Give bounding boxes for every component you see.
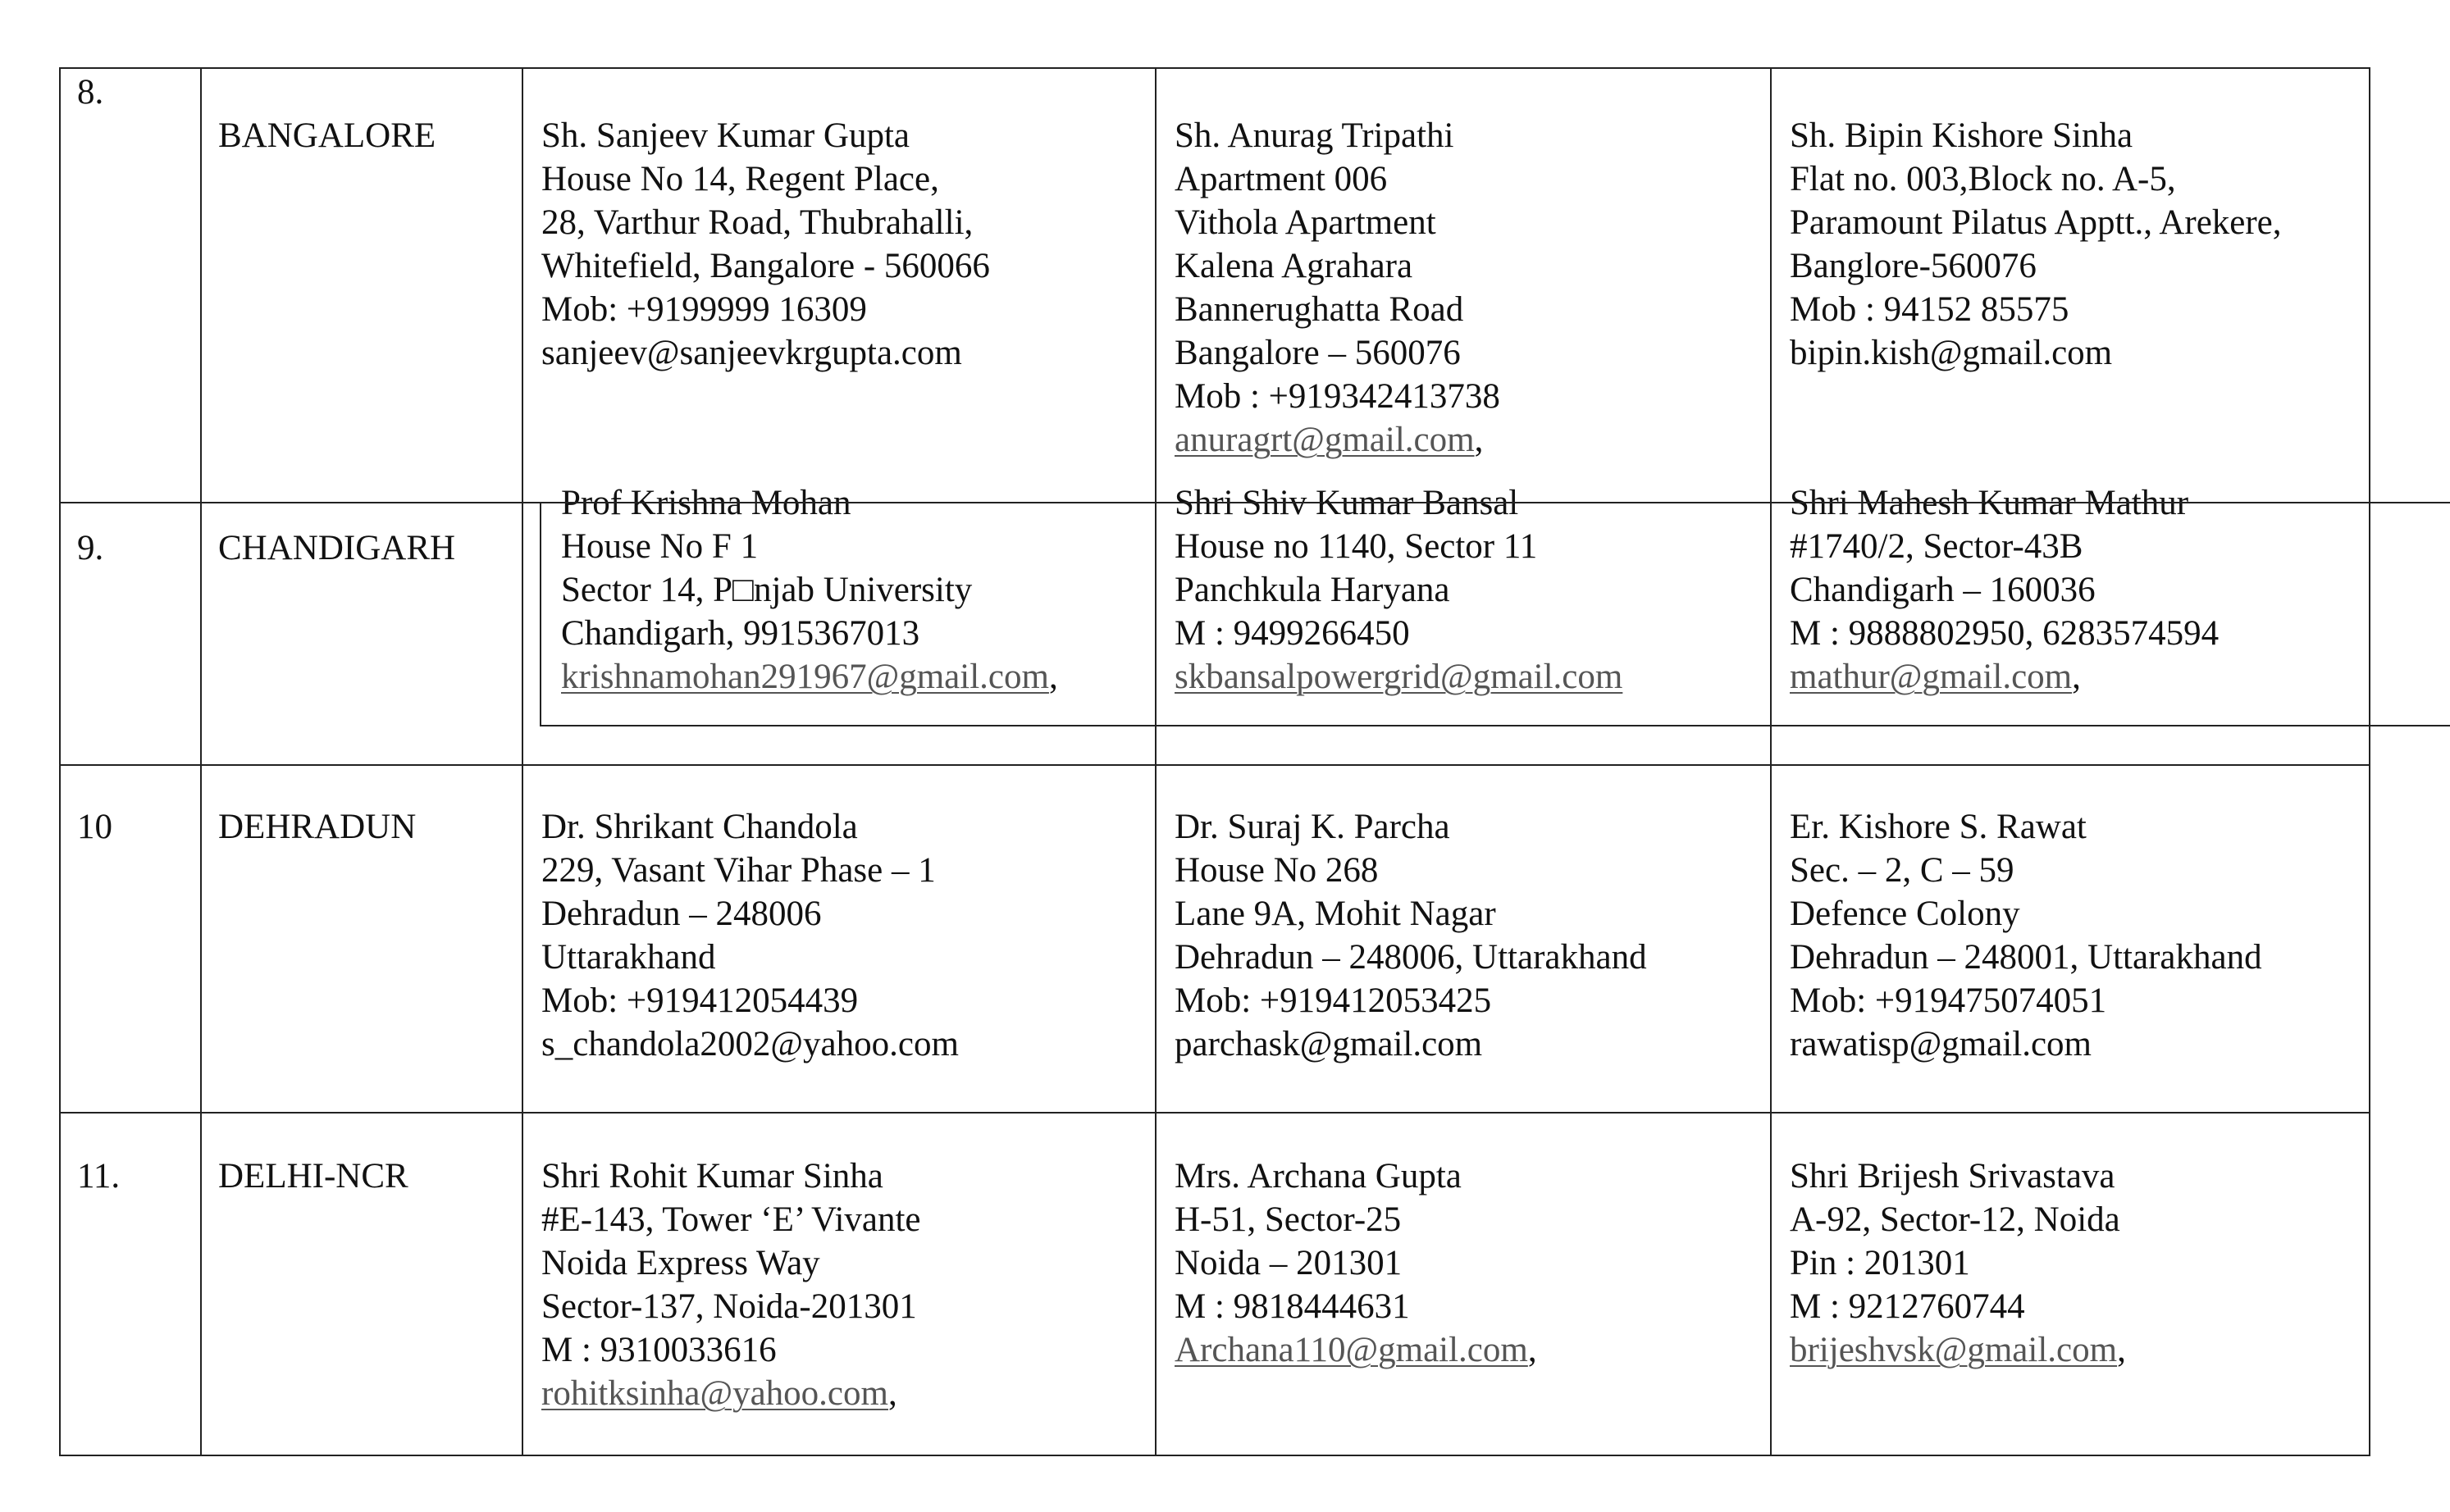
address-line: Mob : +919342413738 (1175, 377, 1500, 416)
address-line: Flat no. 003,Block no. A-5, (1790, 160, 2176, 198)
address-line: Dr. Suraj K. Parcha (1175, 808, 1450, 846)
address-line: A-92, Sector-12, Noida (1790, 1200, 2120, 1239)
address-line: Vithola Apartment (1175, 203, 1436, 242)
contact-cell (1157, 484, 1772, 764)
address-line: Dehradun – 248006, Uttarakhand (1175, 938, 1647, 977)
address-line: Chandigarh, 9915367013 (561, 614, 920, 653)
address-line: parchask@gmail.com (1175, 1025, 1483, 1063)
address-line: Mob: +919412053425 (1175, 981, 1492, 1020)
city-cell (202, 503, 523, 764)
table-row-delhi-ncr (61, 1114, 2369, 1456)
city-name: BANGALORE (218, 116, 436, 155)
address-line: Apartment 006 (1175, 160, 1388, 198)
table-row-chandigarh (61, 484, 2369, 766)
address-line: Defence Colony (1790, 895, 2020, 933)
serial-number: 8. (77, 73, 104, 112)
address-line: Mob: +919412054439 (541, 981, 859, 1020)
contact-cell (1157, 69, 1772, 502)
contact-address (1790, 481, 2219, 699)
contact-cell (1157, 1114, 1772, 1456)
address-line: Shri Brijesh Srivastava (1790, 1157, 2115, 1195)
address-line: Prof Krishna Mohan (561, 484, 851, 522)
email-link[interactable]: skbansalpowergrid@gmail.com (1175, 658, 1623, 696)
table-row-dehradun (61, 766, 2369, 1114)
email-line (1175, 1328, 1537, 1372)
contact-address (1790, 114, 2282, 375)
email-trailing-comma: , (2072, 658, 2081, 696)
city-cell (202, 69, 523, 502)
email-trailing-comma: , (1527, 1331, 1537, 1369)
address-line: Shri Mahesh Kumar Mathur (1790, 484, 2189, 522)
address-line: Chandigarh – 160036 (1790, 571, 2096, 609)
address-line: Lane 9A, Mohit Nagar (1175, 895, 1496, 933)
contact-address (1175, 1154, 1537, 1372)
address-line: Noida – 201301 (1175, 1244, 1403, 1282)
address-line: M : 9818444631 (1175, 1287, 1410, 1326)
address-line: Sh. Anurag Tripathi (1175, 116, 1454, 155)
contact-cell (523, 484, 1157, 764)
email-trailing-comma: , (1474, 421, 1484, 459)
city-name: CHANDIGARH (218, 529, 456, 567)
address-line: Er. Kishore S. Rawat (1790, 808, 2087, 846)
serial-number-cell (61, 1114, 202, 1456)
address-line: M : 9888802950, 6283574594 (1790, 614, 2220, 653)
email-trailing-comma: , (887, 1374, 897, 1413)
address-line: House No 268 (1175, 851, 1379, 890)
contact-address (1790, 1154, 2126, 1372)
contact-address (541, 114, 990, 375)
address-line: House No 14, Regent Place, (541, 160, 939, 198)
email-line (541, 1372, 921, 1415)
address-line: Sector 14, P□njab University (561, 571, 973, 609)
contact-address (541, 1154, 921, 1415)
email-link[interactable]: rohitksinha@yahoo.com (541, 1374, 888, 1413)
address-line: Shri Shiv Kumar Bansal (1175, 484, 1519, 522)
address-line: Dehradun – 248001, Uttarakhand (1790, 938, 2262, 977)
address-line: Paramount Pilatus Apptt., Arekere, (1790, 203, 2282, 242)
address-line: bipin.kish@gmail.com (1790, 334, 2113, 372)
email-trailing-comma: , (1048, 658, 1058, 696)
address-line: Mob : 94152 85575 (1790, 290, 2069, 329)
contact-cell (1157, 766, 1772, 1112)
address-line: #E-143, Tower ‘E’ Vivante (541, 1200, 921, 1239)
email-link[interactable]: Archana110@gmail.com (1175, 1331, 1528, 1369)
address-line: s_chandola2002@yahoo.com (541, 1025, 959, 1063)
address-line: Pin : 201301 (1790, 1244, 1970, 1282)
serial-number-cell (61, 503, 202, 764)
contact-address (1175, 114, 1500, 462)
address-line: Kalena Agrahara (1175, 247, 1413, 285)
contact-cell (1772, 69, 2370, 502)
address-line: House No F 1 (561, 527, 759, 566)
address-line: 28, Varthur Road, Thubrahalli, (541, 203, 974, 242)
address-line: #1740/2, Sector-43B (1790, 527, 2083, 566)
serial-number: 9. (77, 529, 104, 567)
address-line: 229, Vasant Vihar Phase – 1 (541, 851, 936, 890)
address-line: House no 1140, Sector 11 (1175, 527, 1538, 566)
city-name: DEHRADUN (218, 808, 417, 846)
contact-address (541, 805, 959, 1066)
address-line: Banglore-560076 (1790, 247, 2037, 285)
email-link[interactable]: anuragrt@gmail.com (1175, 421, 1475, 459)
address-line: Noida Express Way (541, 1244, 820, 1282)
address-line: Panchkula Haryana (1175, 571, 1450, 609)
contact-cell (1772, 1114, 2370, 1456)
contact-address (1175, 481, 1622, 699)
contact-address (1790, 805, 2262, 1066)
address-line: Shri Rohit Kumar Sinha (541, 1157, 883, 1195)
email-link[interactable]: krishnamohan291967@gmail.com (561, 658, 1049, 696)
email-line (1175, 418, 1500, 462)
contact-address (561, 481, 1058, 699)
address-line: Whitefield, Bangalore - 560066 (541, 247, 990, 285)
email-line (561, 655, 1058, 699)
address-line: Mrs. Archana Gupta (1175, 1157, 1462, 1195)
email-trailing-comma: , (2117, 1331, 2126, 1369)
address-line: rawatisp@gmail.com (1790, 1025, 2092, 1063)
contact-cell (523, 69, 1157, 502)
email-link[interactable]: brijeshvsk@gmail.com (1790, 1331, 2118, 1369)
address-line: Sector-137, Noida-201301 (541, 1287, 917, 1326)
address-line: H-51, Sector-25 (1175, 1200, 1402, 1239)
email-line (1175, 655, 1622, 699)
address-line: Sec. – 2, C – 59 (1790, 851, 2014, 890)
address-line: Bangalore – 560076 (1175, 334, 1461, 372)
city-cell (202, 766, 523, 1112)
city-name: DELHI-NCR (218, 1157, 408, 1195)
address-line: Uttarakhand (541, 938, 716, 977)
address-line: M : 9310033616 (541, 1331, 777, 1369)
table-row-bangalore (61, 69, 2369, 503)
address-line: Bannerughatta Road (1175, 290, 1464, 329)
address-line: Mob: +919475074051 (1790, 981, 2107, 1020)
address-line: Dehradun – 248006 (541, 895, 822, 933)
contact-cell (1772, 484, 2370, 764)
serial-number: 11. (77, 1157, 121, 1195)
address-line: Mob: +9199999 16309 (541, 290, 867, 329)
email-line (1790, 655, 2219, 699)
address-line: Dr. Shrikant Chandola (541, 808, 858, 846)
serial-number-cell (61, 766, 202, 1112)
address-line: Sh. Sanjeev Kumar Gupta (541, 116, 910, 155)
contact-cell (1772, 766, 2370, 1112)
address-line: sanjeev@sanjeevkrgupta.com (541, 334, 962, 372)
serial-number: 10 (77, 808, 112, 846)
contact-cell (523, 1114, 1157, 1456)
contact-address (1175, 805, 1647, 1066)
address-line: Sh. Bipin Kishore Sinha (1790, 116, 2133, 155)
contact-cell (523, 766, 1157, 1112)
city-cell (202, 1114, 523, 1456)
email-line (1790, 1328, 2126, 1372)
email-link[interactable]: mathur@gmail.com (1790, 658, 2073, 696)
address-line: M : 9212760744 (1790, 1287, 2025, 1326)
serial-number-cell (61, 69, 202, 502)
address-line: M : 9499266450 (1175, 614, 1410, 653)
contacts-table (59, 67, 2370, 1456)
